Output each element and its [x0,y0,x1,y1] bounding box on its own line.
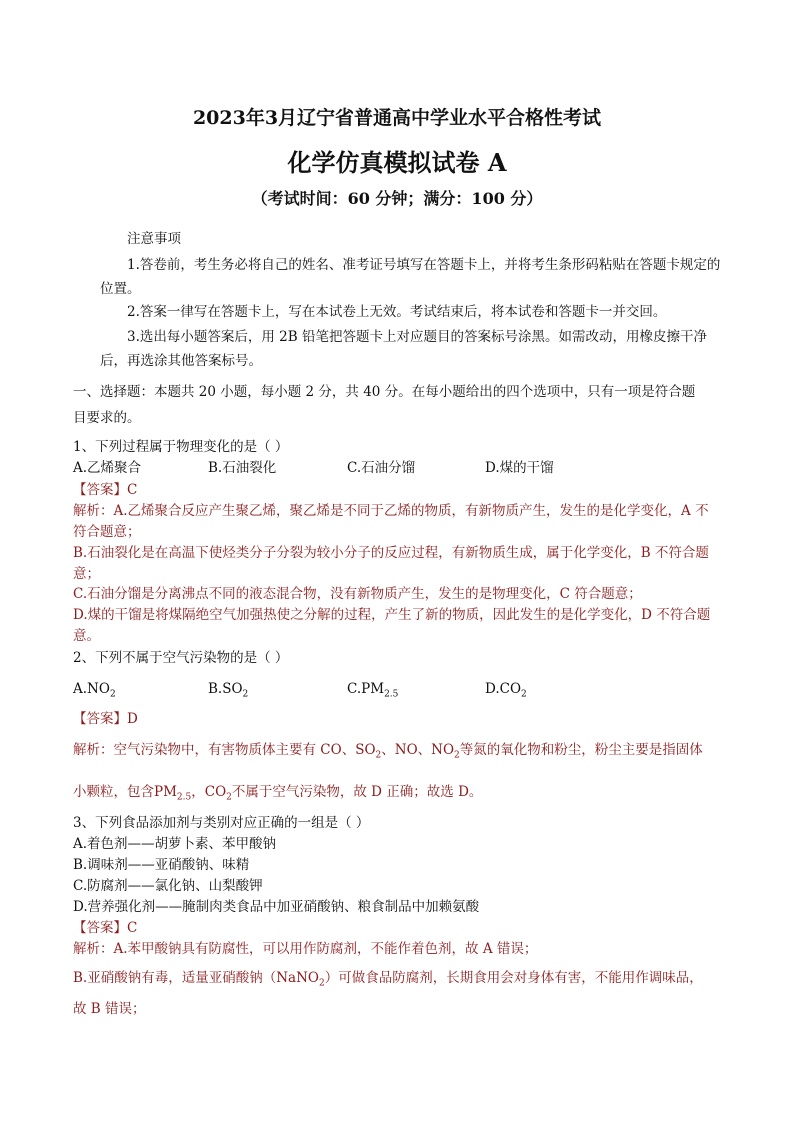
q1-explanation-1: 解析：A.乙烯聚合反应产生聚乙烯，聚乙烯是不同于乙烯的物质，有新物质产生，发生的是化学变化，A 不 [73,503,709,519]
q3-explanation-2: B.亚硝酸钠有毒，适量亚硝酸钠（NaNO$_2$）可做食品防腐剂，长期食用会对身体有害，不能用作调味品， [73,970,703,989]
q2-stem: 2、下列不属于空气污染物的是（ ） [73,650,289,666]
q3-answer: 【答案】C [73,920,138,936]
notice-item-3-cont: 后，再选涂其他答案标号。 [100,353,262,369]
q1-explanation-4-cont: 意。 [73,628,100,644]
q1-option-c: C.石油分馏 [347,460,416,476]
q3-explanation-3: 故 B 错误； [73,1001,146,1017]
notice-item-1: 1.答卷前，考生务必将自己的姓名、准考证号填写在答题卡上，并将考生条形码粘贴在答题卡规定的 [127,257,721,273]
q1-option-d: D.煤的干馏 [485,460,554,476]
q3-option-b: B.调味剂——亚硝酸钠、味精 [73,857,250,873]
q2-option-c: $C.PM_{2.5}$ [347,681,399,700]
q1-explanation-2-cont: 意； [73,566,100,582]
q2-option-a: $A.NO_2$ [73,681,116,700]
notice-item-3: 3.选出每小题答案后，用 2B 铅笔把答题卡上对应题目的答案标号涂黑。如需改动，用橡皮擦干净 [127,329,707,345]
q3-option-c: C.防腐剂——氯化钠、山梨酸钾 [73,878,263,894]
q3-option-a: A.着色剂——胡萝卜素、苯甲酸钠 [73,836,277,852]
q1-explanation-4: D.煤的干馏是将煤隔绝空气加强热使之分解的过程，产生了新的物质，因此发生的是化学变化，D 不符合题 [73,607,711,623]
q3-explanation-1: 解析：A.苯甲酸钠具有防腐性，可以用作防腐剂，不能作着色剂，故 A 错误； [73,941,538,957]
section-heading: 一、选择题：本题共 20 小题，每小题 2 分，共 40 分。在每小题给出的四个选项中，只有一项是符合题 [73,384,696,400]
q2-explanation-1: 解析：空气污染物中，有害物质体主要有 CO、$SO_2$、NO、$NO_2$等氮的氧化物和粉尘，粉尘主要是指固体 [73,742,703,761]
q2-answer: 【答案】D [73,711,138,727]
section-heading-cont: 目要求的。 [73,410,141,426]
notice-item-2: 2.答案一律写在答题卡上，写在本试卷上无效。考试结束后，将本试卷和答题卡一并交回。 [127,304,667,320]
notice-heading: 注意事项 [127,231,181,247]
q1-stem: 1、下列过程属于物理变化的是（ ） [73,439,289,455]
notice-item-1-cont: 位置。 [100,281,141,297]
q1-option-a: A.乙烯聚合 [73,460,142,476]
q3-stem: 3、下列食品添加剂与类别对应正确的一组是（ ） [73,815,370,831]
q1-option-b: B.石油裂化 [208,460,277,476]
q1-explanation-3: C.石油分馏是分离沸点不同的液态混合物，没有新物质产生，发生的是物理变化，C 符合题意； [73,586,642,602]
q2-option-d: $D.CO_2$ [485,681,527,700]
q1-explanation-1-cont: 符合题意； [73,524,141,540]
q2-option-b: $B.SO_2$ [208,681,249,700]
paper-title: 化学仿真模拟试卷 A [287,148,507,177]
q1-explanation-2: B.石油裂化是在高温下使烃类分子分裂为较小分子的反应过程，有新物质生成，属于化学变化，B 不符合题 [73,545,709,561]
exam-duration-score: （考试时间：60 分钟；满分：100 分） [251,189,543,208]
exam-title: 2023年3月辽宁省普通高中学业水平合格性考试 [192,107,602,129]
q3-option-d: D.营养强化剂——腌制肉类食品中加亚硝酸钠、粮食制品中加赖氨酸 [73,899,480,915]
q2-explanation-2: 小颗粒，包含$PM_{2.5}$，$CO_2$不属于空气污染物，故 D 正确；故选 D。 [73,784,483,803]
q1-answer: 【答案】C [73,482,138,498]
